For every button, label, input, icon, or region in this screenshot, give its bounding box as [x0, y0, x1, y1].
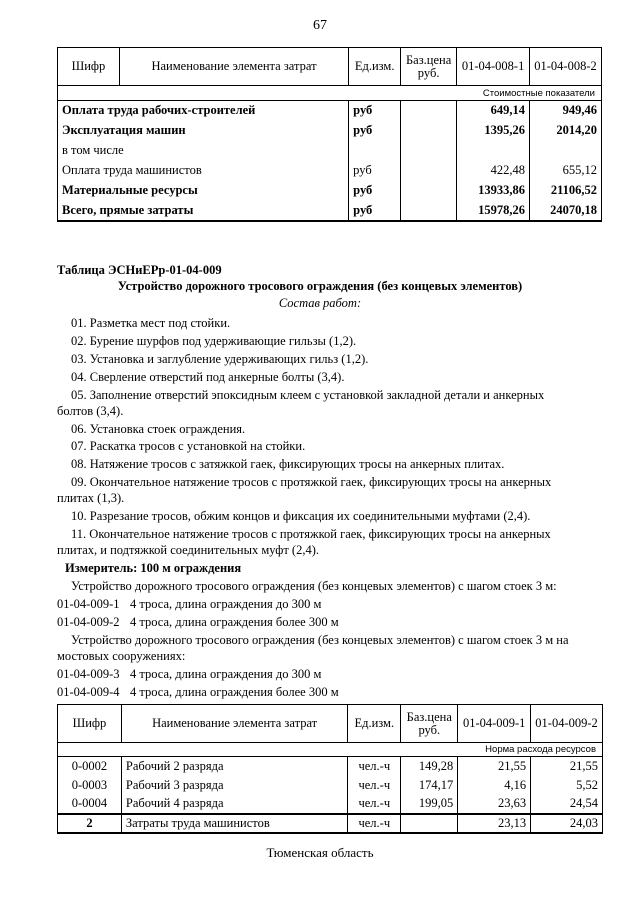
table-row	[58, 121, 602, 141]
row-unit: руб	[349, 181, 401, 201]
row-unit: руб	[349, 201, 401, 221]
list-item: 11. Окончательное натяжение тросов с протяжкой гаек, фиксирующих тросы на анкерных	[71, 527, 551, 541]
list-item: 06. Установка стоек ограждения.	[71, 422, 246, 436]
group1-item-code: 01-04-009-1	[57, 597, 120, 611]
row-unit: чел.-ч	[348, 757, 401, 776]
composition-label: Состав работ:	[278, 296, 362, 310]
list-item: 03. Установка и заглубление удерживающих гильз (1,2).	[71, 352, 369, 366]
header-col1: 01-04-009-1	[458, 705, 531, 743]
row-code: 0-0004	[58, 795, 122, 814]
header-col1: 01-04-008-1	[457, 48, 530, 86]
list-item: 08. Натяжение тросов с затяжкой гаек, фиксирующих тросы на анкерных плитах.	[71, 457, 505, 471]
row-code: 0-0003	[58, 776, 122, 795]
row-value-1: 649,14	[457, 101, 530, 121]
header-base-price: Баз.цена руб.	[401, 705, 458, 743]
subheader: Норма расхода ресурсов	[58, 743, 603, 757]
row-unit: руб	[349, 121, 401, 141]
row-value-2: 21,55	[531, 757, 603, 776]
row-unit: руб	[349, 101, 401, 121]
measure: Измеритель: 100 м ограждения	[65, 561, 242, 575]
table-row	[58, 141, 602, 161]
cost-table-008	[57, 47, 602, 222]
row-code: 0-0002	[58, 757, 122, 776]
table-row	[58, 776, 603, 795]
row-name: Эксплуатация машин	[58, 121, 349, 141]
row-code: 2	[58, 814, 122, 833]
group1-item-text: 4 троса, длина ограждения более 300 м	[130, 615, 339, 629]
list-item: 07. Раскатка тросов с установкой на стойки.	[71, 439, 306, 453]
header-name: Наименование элемента затрат	[121, 705, 347, 743]
row-unit: чел.-ч	[348, 795, 401, 814]
row-value-1: 4,16	[458, 776, 531, 795]
row-value-1: 23,13	[458, 814, 531, 833]
list-item: 04. Сверление отверстий под анкерные болты (3,4).	[71, 370, 345, 384]
row-value-2: 655,12	[530, 161, 602, 181]
row-name: Оплата труда рабочих-строителей	[58, 101, 349, 121]
header-base-price: Баз.цена руб.	[401, 48, 457, 86]
row-price: 149,28	[401, 757, 458, 776]
group2-item-text: 4 троса, длина ограждения более 300 м	[130, 685, 339, 699]
list-item: 09. Окончательное натяжение тросов с протяжкой гаек, фиксирующих тросы на анкерных	[71, 475, 552, 489]
table-row	[58, 181, 602, 201]
header-code: Шифр	[58, 48, 120, 86]
header-code: Шифр	[58, 705, 122, 743]
group1-title: Устройство дорожного тросового ограждения (без концевых элементов) с шагом стоек 3 м:	[71, 579, 557, 593]
row-value-2: 24,03	[531, 814, 603, 833]
row-unit: руб	[349, 161, 401, 181]
group1-item-code: 01-04-009-2	[57, 615, 120, 629]
row-name: Оплата труда машинистов	[58, 161, 349, 181]
list-item: болтов (3,4).	[57, 404, 124, 418]
row-price: 199,05	[401, 795, 458, 814]
table-row	[58, 101, 602, 121]
table-row	[58, 757, 603, 776]
row-name: Рабочий 3 разряда	[121, 776, 347, 795]
row-value-1: 23,63	[458, 795, 531, 814]
row-name: Рабочий 4 разряда	[121, 795, 347, 814]
row-value-2: 24070,18	[530, 201, 602, 221]
table-row	[58, 795, 603, 814]
subheader: Стоимостные показатели	[58, 86, 602, 101]
row-price: 174,17	[401, 776, 458, 795]
list-item: 10. Разрезание тросов, обжим концов и фиксация их соединительными муфтами (2,4).	[71, 509, 531, 523]
row-value-1: 13933,86	[457, 181, 530, 201]
row-value-1: 21,55	[458, 757, 531, 776]
header-col2: 01-04-009-2	[531, 705, 603, 743]
list-item: 02. Бурение шурфов под удерживающие гильзы (1,2).	[71, 334, 357, 348]
row-name: Всего, прямые затраты	[58, 201, 349, 221]
table-row	[58, 161, 602, 181]
row-unit: чел.-ч	[348, 776, 401, 795]
row-unit: чел.-ч	[348, 814, 401, 833]
row-name: в том числе	[58, 141, 349, 161]
row-name: Рабочий 2 разряда	[121, 757, 347, 776]
group2-title: Устройство дорожного тросового ограждения (без концевых элементов) с шагом стоек 3 м на	[71, 633, 569, 647]
header-unit: Ед.изм.	[348, 705, 401, 743]
row-name: Затраты труда машинистов	[121, 814, 347, 833]
list-item: 01. Разметка мест под стойки.	[71, 316, 231, 330]
row-value-2: 2014,20	[530, 121, 602, 141]
header-col2: 01-04-008-2	[530, 48, 602, 86]
row-value-2: 949,46	[530, 101, 602, 121]
footer-region: Тюменская область	[266, 845, 374, 860]
table-row	[58, 201, 602, 221]
group2-item-code: 01-04-009-4	[57, 685, 120, 699]
group2-item-text: 4 троса, длина ограждения до 300 м	[130, 667, 322, 681]
resource-table-009	[57, 704, 603, 834]
row-value-1: 15978,26	[457, 201, 530, 221]
table-code: Таблица ЭСНиЕРр-01-04-009	[57, 263, 222, 277]
list-item: плитах, и подтяжкой соединительных муфт (2,4).	[57, 543, 320, 557]
section-title: Устройство дорожного тросового ограждения (без концевых элементов)	[117, 279, 523, 293]
list-item: 05. Заполнение отверстий эпоксидным клеем с установкой закладной детали и анкерных	[71, 388, 545, 402]
group2-title-cont: мостовых сооружениях:	[57, 649, 186, 663]
group1-item-text: 4 троса, длина ограждения до 300 м	[130, 597, 322, 611]
row-value-2: 24,54	[531, 795, 603, 814]
row-value-2: 21106,52	[530, 181, 602, 201]
row-value-1: 422,48	[457, 161, 530, 181]
row-price	[401, 814, 458, 833]
row-value-2: 5,52	[531, 776, 603, 795]
header-name: Наименование элемента затрат	[119, 48, 348, 86]
table-row	[58, 814, 603, 833]
page-number: 67	[313, 18, 327, 33]
row-name: Материальные ресурсы	[58, 181, 349, 201]
header-unit: Ед.изм.	[349, 48, 401, 86]
group2-item-code: 01-04-009-3	[57, 667, 120, 681]
list-item: плитах (1,3).	[57, 491, 125, 505]
row-value-1: 1395,26	[457, 121, 530, 141]
